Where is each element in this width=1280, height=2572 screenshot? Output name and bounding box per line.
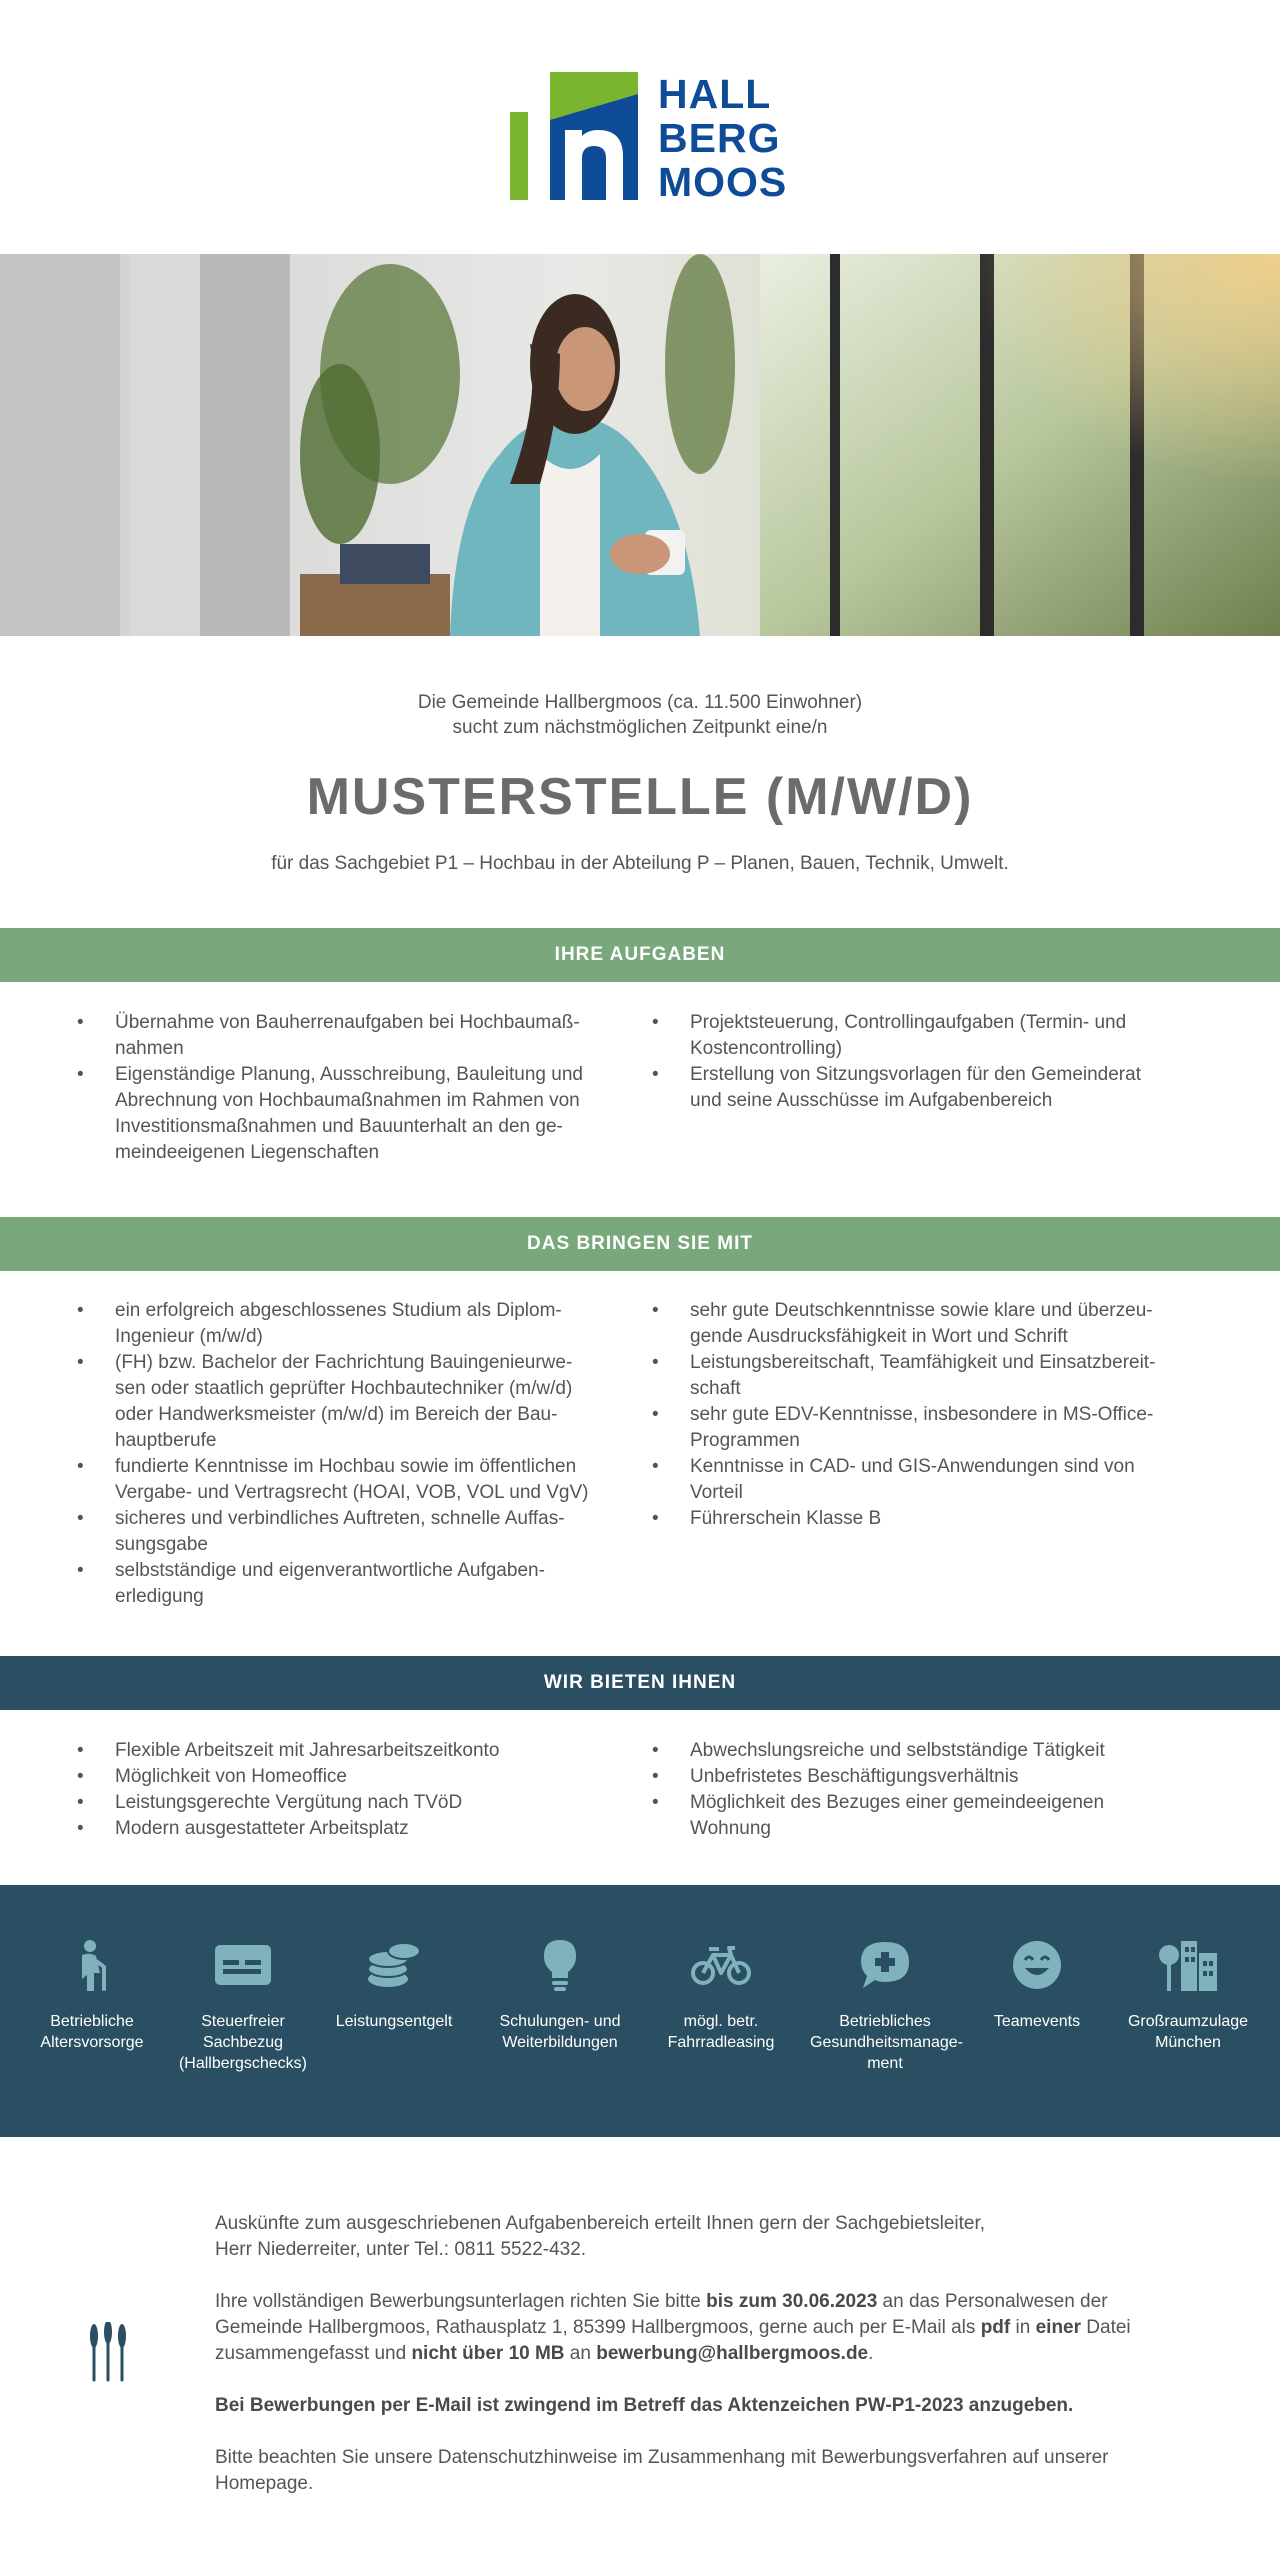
bicycle-icon bbox=[646, 1935, 796, 1995]
paragraph-line: Herr Niederreiter, unter Tel.: 0811 5522-432. bbox=[215, 2239, 587, 2260]
list-item bbox=[77, 1816, 637, 1842]
list-item bbox=[652, 1402, 1212, 1454]
privacy-note bbox=[215, 2445, 1215, 2497]
list-item bbox=[652, 1454, 1212, 1506]
application-paragraph bbox=[215, 2289, 1215, 2367]
list-item-line: • Übernahme von Bauherrenaufgaben bei Hochbaumaß- bbox=[115, 1012, 580, 1033]
contact-paragraph bbox=[215, 2211, 1215, 2263]
benefit-label-line: München bbox=[1155, 2034, 1221, 2051]
list-item-line: • Abwechslungsreiche und selbstständige Tätigkeit bbox=[690, 1740, 1105, 1761]
list-item bbox=[77, 1298, 637, 1350]
paragraph-line: Homepage. bbox=[215, 2473, 314, 2494]
benefit-label-line: Schulungen- und bbox=[499, 2013, 621, 2030]
voucher-card-icon bbox=[168, 1935, 318, 1995]
list-item bbox=[652, 1062, 1212, 1114]
list-item bbox=[77, 1010, 637, 1062]
benefit-label-line: Großraumzulage bbox=[1127, 2013, 1249, 2030]
list-item-line: erledigung bbox=[115, 1586, 204, 1607]
list-item-line: • Kenntnisse in CAD- und GIS-Anwendungen sind von bbox=[690, 1456, 1135, 1477]
emphasis-text: einer bbox=[1035, 2317, 1082, 2338]
hero-illustration bbox=[0, 254, 1280, 636]
list-item bbox=[652, 1790, 1212, 1842]
list-item-line: Wohnung bbox=[690, 1818, 771, 1839]
benefit-label-line: Steuerfreier bbox=[201, 2013, 285, 2030]
benefits-strip bbox=[0, 1885, 1280, 2137]
health-chat-icon bbox=[810, 1935, 960, 1995]
list-item bbox=[77, 1764, 637, 1790]
paragraph-line: Auskünfte zum ausgeschriebenen Aufgabenbereich erteilt Ihnen gern der Sachgebietsleiter, bbox=[215, 2213, 986, 2234]
aufgaben-list-left bbox=[77, 1010, 637, 1166]
list-item-line: hauptberufe bbox=[115, 1430, 217, 1451]
reference-note bbox=[215, 2393, 1215, 2419]
job-title: MUSTERSTELLE (M/W/D) bbox=[306, 768, 974, 826]
section-header-profil: DAS BRINGEN SIE MIT bbox=[0, 1217, 1280, 1271]
list-item-line: Abrechnung von Hochbaumaßnahmen im Rahmen von bbox=[115, 1090, 580, 1111]
text-run: . bbox=[868, 2343, 874, 2364]
list-item bbox=[652, 1738, 1212, 1764]
list-item bbox=[652, 1764, 1212, 1790]
format-text: pdf bbox=[980, 2317, 1011, 2338]
list-item-line: nahmen bbox=[115, 1038, 184, 1059]
list-item-line: • ein erfolgreich abgeschlossenes Studium als Diplom- bbox=[115, 1300, 562, 1321]
list-item-line: meindeeigenen Liegenschaften bbox=[115, 1142, 380, 1163]
hallbergmoos-emblem-icon bbox=[84, 2322, 132, 2382]
list-item-line: • Modern ausgestatteter Arbeitsplatz bbox=[115, 1818, 409, 1839]
list-item bbox=[77, 1454, 637, 1506]
list-item bbox=[77, 1790, 637, 1816]
list-item bbox=[77, 1738, 637, 1764]
list-item-line: • (FH) bzw. Bachelor der Fachrichtung Bauingenieurwe- bbox=[115, 1352, 573, 1373]
benefit-item bbox=[646, 1935, 796, 2053]
list-item-line: • Erstellung von Sitzungsvorlagen für den Gemeinderat bbox=[690, 1064, 1141, 1085]
benefit-item bbox=[485, 1935, 635, 2053]
list-item-line: • sehr gute Deutschkenntnisse sowie klare und überzeu- bbox=[690, 1300, 1153, 1321]
list-item-line: Vergabe- und Vertragsrecht (HOAI, VOB, VOL und VgV) bbox=[115, 1482, 589, 1503]
text-run: Datei bbox=[1081, 2317, 1131, 2338]
profil-list-left bbox=[77, 1298, 637, 1610]
contact-info bbox=[215, 2211, 1215, 2523]
benefit-label-line: (Hallbergschecks) bbox=[178, 2055, 308, 2072]
list-item bbox=[77, 1558, 637, 1610]
deadline-text: bis zum 30.06.2023 bbox=[706, 2291, 878, 2312]
angebot-list-right bbox=[652, 1738, 1212, 1842]
list-item-line: Ingenieur (m/w/d) bbox=[115, 1326, 263, 1347]
text-run: zusammengefasst und bbox=[215, 2343, 412, 2364]
list-item-line: oder Handwerksmeister (m/w/d) im Bereich der Bau- bbox=[115, 1404, 558, 1425]
list-item-line: • Flexible Arbeitszeit mit Jahresarbeitszeitkonto bbox=[115, 1740, 500, 1761]
list-item-line: • Eigenständige Planung, Ausschreibung, Bauleitung und bbox=[115, 1064, 583, 1085]
benefit-label-line: Gesundheitsmanage- bbox=[810, 2034, 963, 2051]
logo-wordmark bbox=[658, 72, 787, 204]
list-item-line: • sehr gute EDV-Kenntnisse, insbesondere in MS-Office- bbox=[690, 1404, 1154, 1425]
logo-line: HALL bbox=[658, 71, 772, 117]
benefit-label-line: Leistungsentgelt bbox=[335, 2013, 453, 2030]
benefit-label-line: mögl. betr. bbox=[683, 2013, 759, 2030]
benefit-label-line: Altersvorsorge bbox=[40, 2034, 144, 2051]
list-item-line: sen oder staatlich geprüfter Hochbautechniker (m/w/d) bbox=[115, 1378, 573, 1399]
list-item-line: • fundierte Kenntnisse im Hochbau sowie im öffentlichen bbox=[115, 1456, 577, 1477]
section-header-angebot: WIR BIETEN IHNEN bbox=[0, 1656, 1280, 1710]
logo-mark bbox=[510, 72, 640, 200]
list-item-line: • selbstständige und eigenverantwortliche Aufgaben- bbox=[115, 1560, 545, 1581]
list-item bbox=[77, 1350, 637, 1454]
benefit-label-line: ment bbox=[867, 2055, 903, 2072]
elderly-person-icon bbox=[17, 1935, 167, 1995]
section-header-aufgaben: IHRE AUFGABEN bbox=[0, 928, 1280, 982]
benefit-label-line: Fahrradleasing bbox=[667, 2034, 775, 2051]
list-item-line: gende Ausdrucksfähigkeit in Wort und Schrift bbox=[690, 1326, 1068, 1347]
benefit-label-line: Betriebliches bbox=[839, 2013, 931, 2030]
benefit-label-line: Betriebliche bbox=[50, 2013, 134, 2030]
paragraph-line: Bitte beachten Sie unsere Datenschutzhinweise im Zusammenhang mit Bewerbungsverfahren auf unserer bbox=[215, 2447, 1109, 2468]
text-run: Gemeinde Hallbergmoos, Rathausplatz 1, 85399 Hallbergmoos, gerne auch per E-Mail als bbox=[215, 2317, 981, 2338]
benefit-item bbox=[1113, 1935, 1263, 2053]
list-item-line: Kostencontrolling) bbox=[690, 1038, 843, 1059]
list-item-line: • Möglichkeit des Bezuges einer gemeindeeigenen bbox=[690, 1792, 1105, 1813]
text-run: Ihre vollständigen Bewerbungsunterlagen richten Sie bitte bbox=[215, 2291, 707, 2312]
benefit-label-line: Weiterbildungen bbox=[502, 2034, 618, 2051]
lightbulb-icon bbox=[485, 1935, 635, 1995]
intro-text bbox=[0, 690, 1280, 740]
list-item-line: schaft bbox=[690, 1378, 741, 1399]
list-item-line: Programmen bbox=[690, 1430, 800, 1451]
benefit-item bbox=[319, 1935, 469, 2032]
hallbergmoos-logo bbox=[510, 71, 788, 205]
list-item-line: • Leistungsgerechte Vergütung nach TVöD bbox=[115, 1792, 463, 1813]
text-run: an bbox=[564, 2343, 597, 2364]
list-item-line: • Unbefristetes Beschäftigungsverhältnis bbox=[690, 1766, 1019, 1787]
text-run: an das Personalwesen der bbox=[877, 2291, 1108, 2312]
benefit-item bbox=[17, 1935, 167, 2053]
email-link[interactable]: bewerbung@hallbergmoos.de bbox=[596, 2343, 869, 2364]
list-item bbox=[652, 1350, 1212, 1402]
job-subtitle: für das Sachgebiet P1 – Hochbau in der Abteilung P – Planen, Bauen, Technik, Umwelt. bbox=[271, 853, 1009, 874]
list-item-line: • sicheres und verbindliches Auftreten, schnelle Auffas- bbox=[115, 1508, 565, 1529]
list-item bbox=[77, 1506, 637, 1558]
text-run: in bbox=[1010, 2317, 1036, 2338]
list-item-line: • Möglichkeit von Homeoffice bbox=[115, 1766, 347, 1787]
list-item bbox=[652, 1010, 1212, 1062]
logo-line: BERG bbox=[658, 115, 781, 161]
list-item-line: sungsgabe bbox=[115, 1534, 208, 1555]
list-item bbox=[652, 1298, 1212, 1350]
list-item-line: Vorteil bbox=[690, 1482, 743, 1503]
coins-stack-icon bbox=[319, 1935, 469, 1995]
list-item-line: • Projektsteuerung, Controllingaufgaben (Termin- und bbox=[690, 1012, 1127, 1033]
benefit-item bbox=[962, 1935, 1112, 2032]
reference-text: Bei Bewerbungen per E-Mail ist zwingend im Betreff das Aktenzeichen PW-P1-2023 anzugeben. bbox=[215, 2395, 1074, 2416]
logo-line: MOOS bbox=[658, 159, 788, 205]
intro-line: Die Gemeinde Hallbergmoos (ca. 11.500 Einwohner) bbox=[417, 692, 863, 713]
benefit-item bbox=[168, 1935, 318, 2074]
city-tree-icon bbox=[1113, 1935, 1263, 1995]
aufgaben-list-right bbox=[652, 1010, 1212, 1114]
benefit-label-line: Teamevents bbox=[993, 2013, 1081, 2030]
angebot-list-left bbox=[77, 1738, 637, 1842]
list-item-line: • Leistungsbereitschaft, Teamfähigkeit und Einsatzbereit- bbox=[690, 1352, 1156, 1373]
size-limit-text: nicht über 10 MB bbox=[411, 2343, 565, 2364]
list-item bbox=[77, 1062, 637, 1166]
hero-photo bbox=[0, 254, 1280, 636]
smiley-icon bbox=[962, 1935, 1112, 1995]
benefit-label-line: Sachbezug bbox=[202, 2034, 284, 2051]
profil-list-right bbox=[652, 1298, 1212, 1532]
benefit-item bbox=[810, 1935, 963, 2074]
list-item-line: • Führerschein Klasse B bbox=[690, 1508, 882, 1529]
list-item-line: und seine Ausschüsse im Aufgabenbereich bbox=[690, 1090, 1053, 1111]
intro-line: sucht zum nächstmöglichen Zeitpunkt eine/n bbox=[452, 717, 828, 738]
list-item bbox=[652, 1506, 1212, 1532]
list-item-line: Investitionsmaßnahmen und Bauunterhalt an den ge- bbox=[115, 1116, 563, 1137]
